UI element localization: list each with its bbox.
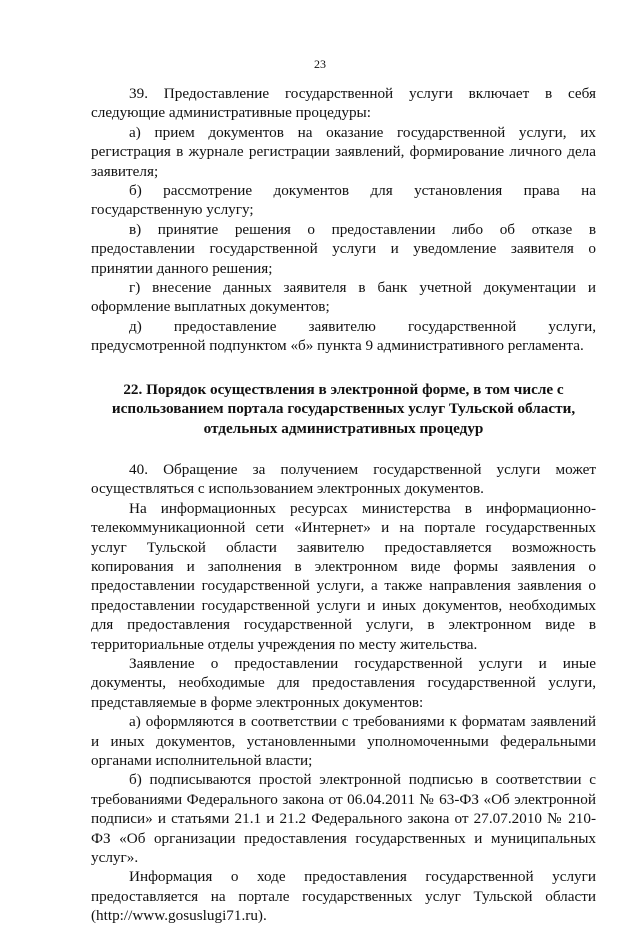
document-body bbox=[91, 84, 596, 926]
paragraph-39-item-a: а) прием документов на оказание государственной услуги, их регистрация в журнале регистрации заявлений, формирование личного дела заявителя; bbox=[91, 123, 596, 180]
paragraph-electronic-documents: Заявление о предоставлении государственной услуги и иные документы, необходимые для предоставления государственной услуги, представляемые в форме электронных документов: bbox=[91, 654, 596, 711]
paragraph-39-item-d: д) предоставление заявителю государственной услуги, предусмотренной подпунктом «б» пункта 9 административного регламента. bbox=[91, 317, 596, 355]
paragraph-electronic-item-b: б) подписываются простой электронной подписью в соответствии с требованиями Федерального закона от 06.04.2011 № 63-ФЗ «Об электронной подписи» и статьями 21.1 и 21.2 Федерального закона от 27.07.2010 № 210-ФЗ «Об организации предоставления государственных и муниципальных услуг». bbox=[91, 771, 596, 867]
page-number: 23 bbox=[314, 57, 326, 71]
paragraph-39-item-b: б) рассмотрение документов для установления права на государственную услугу; bbox=[91, 182, 596, 219]
paragraph-39-item-v: в) принятие решения о предоставлении либо об отказе в предоставлении государственной услуги и уведомление заявителя о принятии данного решения; bbox=[91, 220, 596, 277]
paragraph-internet-resources: На информационных ресурсах министерства в информационно-телекоммуникационной сети «Интернет» и на портале государственных услуг Тульской области заявителю предоставляется возможность копирования и заполнения в электронном виде формы заявления о предоставлении государственной услуги, а также направления заявления о предоставлении государственной услуги и иных документов, необходимых для предоставления государственной услуги, в электронном виде в территориальные отделы учреждения по месту жительства. bbox=[91, 499, 596, 653]
paragraph-39-intro: 39. Предоставление государственной услуги включает в себя следующие административные процедуры: bbox=[91, 85, 596, 122]
section-heading: 22. Порядок осуществления в электронной форме, в том числе с использованием портала государственных услуг Тульской области, отдельных административных процедур bbox=[111, 380, 576, 437]
paragraph-40: 40. Обращение за получением государственной услуги может осуществляться с использованием электронных документов. bbox=[91, 460, 596, 498]
paragraph-information-portal: Информация о ходе предоставления государственной услуги предоставляется на портале государственных услуг Тульской области (http://www.gosuslugi71.ru). bbox=[91, 868, 596, 925]
paragraph-39-item-g: г) внесение данных заявителя в банк учетной документации и оформление выплатных документов; bbox=[91, 279, 596, 316]
paragraph-electronic-item-a: а) оформляются в соответствии с требованиями к форматам заявлений и иных документов, установленными уполномоченными федеральными органами исполнительной власти; bbox=[91, 713, 596, 769]
